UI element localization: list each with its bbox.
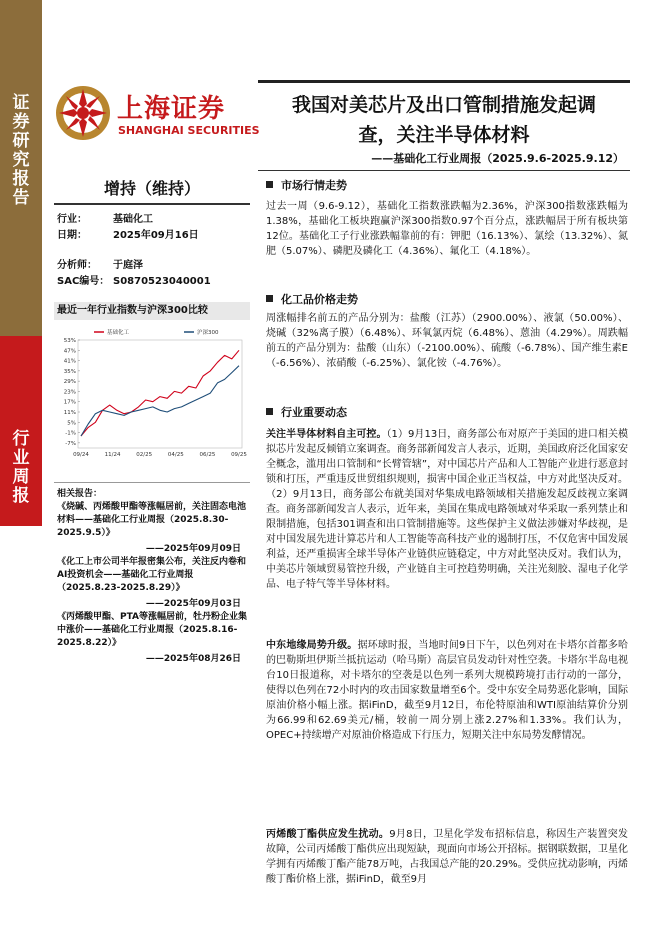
section-bullet-icon [266,295,273,302]
meta-date-value: 2025年09月16日 [113,230,199,241]
x-tick-label: 06/25 [199,452,216,458]
report-title [262,90,626,150]
related-top-rule [54,482,250,483]
related-reports-heading: 相关报告： [57,489,103,499]
y-tick-label: 53% [63,338,76,344]
logo-emblem-icon [54,84,112,142]
x-tick-label: 11/24 [104,452,121,458]
meta-analyst-value: 于庭泽 [113,260,143,271]
x-tick-label: 09/25 [231,452,247,458]
y-tick-label: 35% [63,368,76,375]
logo-chinese-name: 上海证券 [117,94,226,124]
y-tick-label: 23% [63,389,76,396]
news-butyl-acrylate-body: 9月8日，卫星化学发布招标信息，称因生产装置突发故障，公司丙烯酸丁酯供应出现短缺，现面向市场公开招标。据钢联数据，卫星化学拥有丙烯酸丁酯产能78万吨，占我国总产能的20.29%。受供应扰动影响，丙烯酸丁酯价格上涨，据iFinD，截至9月 [266,829,629,885]
y-tick-label: 17% [63,399,76,406]
related-report-3-date: ——2025年08月26日 [145,654,241,664]
section-market-title: 市场行情走势 [281,179,347,192]
news-middle-east-body: 据环球时报，当地时间9日下午，以色列对在卡塔尔首都多哈的巴勒斯坦伊斯兰抵抗运动（哈马斯）高层官员发动针对性空袭。卡塔尔半岛电视台10日报道称，对卡塔尔的空袭是以色列一系列大规模跨境打击行动的一部分，使得以色列在72小时内的攻击国家数量增至6个。受中东安全局势恶化影响，国际原油价格小幅上涨。据iFinD，截至9月12日，布伦特原油和WTI原油结算价分别为66.99和62.69美元/桶，较前一周分别上涨2.27%和1.33%。我们认为，OPEC+持续增产对原油价格造成下行压力，短期关注中东局势发酵情况。 [266,640,628,741]
index-comparison-chart [54,302,250,462]
news-semiconductor-lead: 关注半导体材料自主可控。 [266,429,387,440]
y-tick-label: -7% [65,440,76,447]
sidebar-label-report-type: 证券研究报告 [12,93,30,208]
left-sidebar [0,0,42,936]
x-tick-label: 09/24 [73,452,89,458]
news-paragraph-middle-east [266,638,628,743]
title-top-rule [258,80,630,83]
x-tick-label: 02/25 [136,452,153,458]
series-line-chemicals [81,350,239,436]
news-middle-east-lead: 中东地缘局势升级。 [266,640,358,651]
related-report-3[interactable]: 《丙烯酸甲酯、PTA等涨幅居前，牡丹粉企业集中涨价——基础化工行业周报（2025.8.16-2025.8.22）》 [57,612,248,648]
meta-date [57,226,199,241]
meta-analyst-label: 分析师： [57,260,97,271]
logo-english-name: SHANGHAI SECURITIES [118,124,260,137]
section-news-title: 行业重要动态 [281,406,347,419]
meta-industry-value: 基础化工 [113,214,153,225]
chart-plot [54,320,250,462]
title-bottom-rule [258,170,630,171]
meta-sac-value: S0870523040001 [113,276,211,287]
section-bullet-icon [266,408,273,415]
y-tick-label: 47% [63,348,76,355]
y-tick-label: -1% [65,430,76,437]
related-report-1[interactable]: 《烧碱、丙烯酸甲酯等涨幅居前，关注固态电池材料——基础化工行业周报（2025.8.30-2025.9.5）》 [57,502,247,538]
related-report-2[interactable]: 《化工上市公司半年报密集公布，关注反内卷和AI投资机会——基础化工行业周报（2025.8.23-2025.8.29）》 [57,557,247,593]
news-paragraph-semiconductor [266,427,628,592]
meta-industry-label: 行业： [57,214,87,225]
report-title-line-2: 查，关注半导体材料 [358,124,530,146]
x-tick-label: 04/25 [167,452,184,458]
chart-title: 最近一年行业指数与沪深300比较 [54,302,250,320]
rating-label: 增持（维持） [103,179,200,198]
y-tick-label: 29% [63,379,76,386]
meta-industry [57,210,153,225]
news-semiconductor-body: （1）9月13日，商务部公布对原产于美国的进口相关模拟芯片发起反倾销立案调查。商务部新闻发言人表示，近期，美国政府泛化国家安全概念，滥用出口管制和“长臂管辖”，对中国芯片产品和人工智能产业进行恶意封锁和打压，严重违反世贸组织规则，损害中国企业正当权益，中方对此坚决反对。（2）9月13日，商务部公布就美国对华集成电路领域相关措施发起反歧视立案调查。商务部新闻发言人表示，近年来，美国在集成电路领域对华采取一系列禁止和限制措施，包括301调查和出口管制措施等。这些保护主义做法涉嫌对华歧视，是对中国发展先进计算芯片和人工智能等高科技产业的遏制打压，不仅危害中国发展利益，还严重损害全球半导体产业链供应链稳定，中方对此坚决反对。我们认为，中美芯片领域贸易管控升级，产业链自主可控趋势明确，关注光刻胶、湿电子化学品、电子特气等半导体材料。 [266,429,628,590]
related-report-2-date: ——2025年09月03日 [145,599,241,609]
related-report-1-date: ——2025年09月09日 [145,544,241,554]
series-line-csi300 [81,366,239,436]
section-market-body: 过去一周（9.6-9.12），基础化工指数涨跌幅为2.36%，沪深300指数涨跌幅为1.38%，基础化工板块跑赢沪深300指数0.97个百分点，涨跌幅居于所有板块第12位。基础化工子行业涨跌幅靠前的有：钾肥（16.13%）、氯绘（13.32%）、氮肥（5.07%）、磷肥及磷化工（4.36%）、氟化工（4.18%）。 [266,201,628,257]
section-bullet-icon [266,181,273,188]
legend-label: 基础化工 [107,330,130,336]
meta-analyst [57,256,143,271]
y-tick-label: 5% [67,420,76,427]
sidebar-label-weekly: 行业周报 [12,429,30,506]
section-news-heading [266,404,347,420]
meta-date-label: 日期： [57,230,87,241]
section-prices-heading [266,291,358,307]
report-subtitle: ——基础化工行业周报（2025.9.6-2025.9.12） [371,152,624,165]
report-title-line-1: 我国对美芯片及出口管制措施发起调 [291,94,596,116]
meta-sac [57,272,211,287]
rating-rule [54,203,250,205]
plot-frame [78,340,242,448]
y-tick-label: 41% [63,358,76,365]
section-prices-title: 化工品价格走势 [281,293,358,306]
news-paragraph-butyl-acrylate [266,827,628,887]
news-butyl-acrylate-lead: 丙烯酸丁酯供应发生扰动。 [266,829,390,840]
company-logo [54,84,260,144]
legend-label: 沪深300 [197,330,219,336]
section-prices-body: 周涨幅排名前五的产品分别为：盐酸（江苏）（2900.00%）、液氯（50.00%）、烧碱（32%离子膜）（6.48%）、环氧氯丙烷（6.48%）、蒽油（4.29%）。周跌幅前五的产品分别为：盐酸（山东）（-2100.00%）、硫酸（-6.78%）、国产维生素E（-6.56%）、浓硝酸（-6.25%）、氯化铵（-4.76%）。 [266,313,628,369]
section-market-heading [266,177,347,193]
meta-sac-label: SAC编号： [57,276,110,287]
y-tick-label: 11% [63,410,76,416]
